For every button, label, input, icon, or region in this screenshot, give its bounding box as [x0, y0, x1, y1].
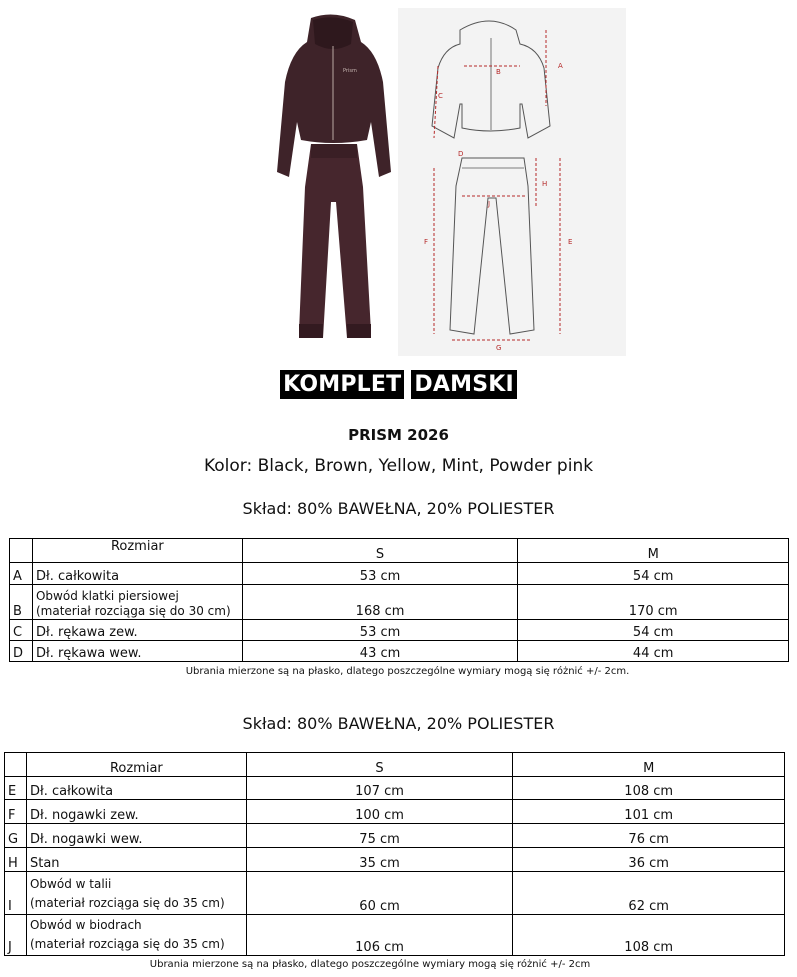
colors-line: Kolor: Black, Brown, Yellow, Mint, Powder pink [203, 456, 594, 476]
row-name: Stan [26, 848, 246, 872]
row-value-m: 36 cm [513, 848, 785, 872]
row-code: H [5, 848, 27, 872]
row-code: E [5, 777, 27, 800]
row-code: D [10, 641, 33, 662]
row-name: Dł. nogawki wew. [26, 824, 246, 848]
row-name-line2: (materiał rozciąga się do 35 cm) [29, 896, 225, 910]
product-photo [273, 12, 393, 352]
row-name-line1: Obwód w talii [29, 877, 112, 891]
row-name-line1: Obwód klatki piersiowej [35, 589, 179, 603]
row-value-m: 170 cm [518, 585, 789, 620]
size-header-m: M [513, 753, 785, 777]
row-code: G [5, 824, 27, 848]
title-word-2: DAMSKI [411, 370, 516, 399]
table-row [5, 800, 785, 824]
row-value-m: 108 cm [513, 915, 785, 956]
row-code: B [10, 585, 33, 620]
title-word-1: KOMPLET [280, 370, 404, 399]
row-value-m: 44 cm [518, 641, 789, 662]
table-row [10, 620, 789, 641]
row-value-s: 168 cm [242, 585, 518, 620]
row-name: Dł. całkowita [26, 777, 246, 800]
diagram-label-g: G [496, 344, 502, 352]
table-row [5, 872, 785, 915]
row-value-s: 43 cm [242, 641, 518, 662]
row-value-m: 76 cm [513, 824, 785, 848]
diagram-label-a: A [558, 62, 563, 70]
row-name-line1: Obwód w biodrach [29, 918, 142, 932]
table-header-row [10, 539, 789, 563]
size-header-s: S [246, 753, 513, 777]
row-name [26, 915, 246, 956]
table-row [10, 585, 789, 620]
row-name: Dł. rękawa zew. [32, 620, 242, 641]
top-composition: Skład: 80% BAWEŁNA, 20% POLIESTER [242, 499, 555, 518]
row-code: C [10, 620, 33, 641]
table-row [10, 563, 789, 585]
table-row [10, 641, 789, 662]
row-value-s: 106 cm [246, 915, 513, 956]
svg-text:Prism: Prism [343, 68, 357, 74]
bottom-size-table [4, 752, 785, 956]
bottom-composition: Skład: 80% BAWEŁNA, 20% POLIESTER [242, 714, 555, 733]
row-value-m: 54 cm [518, 620, 789, 641]
row-value-s: 60 cm [246, 872, 513, 915]
diagram-label-e: E [568, 238, 573, 246]
diagram-label-j: J [488, 200, 491, 208]
size-header-label: Rozmiar [26, 753, 246, 777]
row-value-s: 35 cm [246, 848, 513, 872]
diagram-label-h: H [542, 180, 548, 188]
row-name: Dł. całkowita [32, 563, 242, 585]
row-name [32, 585, 242, 620]
top-measurement-note: Ubrania mierzone są na płasko, dlatego poszczególne wymiary mogą się różnić +/- 2cm. [185, 666, 630, 677]
page-title [0, 370, 797, 399]
row-name-line2: (materiał rozciąga się do 30 cm) [35, 604, 231, 618]
row-value-m: 62 cm [513, 872, 785, 915]
table-row [5, 824, 785, 848]
table-row [5, 915, 785, 956]
diagram-label-f: F [424, 238, 429, 246]
row-code: I [5, 872, 27, 915]
table-row [5, 777, 785, 800]
table-header-row [5, 753, 785, 777]
row-code: F [5, 800, 27, 824]
row-name [26, 872, 246, 915]
diagram-label-d: D [458, 150, 464, 158]
row-value-s: 107 cm [246, 777, 513, 800]
model-name: PRISM 2026 [348, 426, 449, 444]
row-value-m: 54 cm [518, 563, 789, 585]
row-code: J [5, 915, 27, 956]
row-code: A [10, 563, 33, 585]
diagram-label-c: C [438, 92, 443, 100]
row-value-s: 53 cm [242, 563, 518, 585]
row-value-s: 100 cm [246, 800, 513, 824]
size-header-label: Rozmiar [32, 539, 242, 563]
bottom-measurement-note: Ubrania mierzone są na płasko, dlatego poszczególne wymiary mogą się różnić +/- 2cm [149, 959, 591, 970]
row-value-s: 53 cm [242, 620, 518, 641]
row-value-m: 101 cm [513, 800, 785, 824]
row-name-line2: (materiał rozciąga się do 35 cm) [29, 937, 225, 951]
size-header-s: S [242, 539, 518, 563]
row-value-s: 75 cm [246, 824, 513, 848]
row-value-m: 108 cm [513, 777, 785, 800]
diagram-label-b: B [496, 68, 501, 76]
table-row [5, 848, 785, 872]
size-header-m: M [518, 539, 789, 563]
row-name: Dł. nogawki zew. [26, 800, 246, 824]
row-name: Dł. rękawa wew. [32, 641, 242, 662]
size-diagram [398, 8, 626, 356]
top-size-table [9, 538, 789, 662]
